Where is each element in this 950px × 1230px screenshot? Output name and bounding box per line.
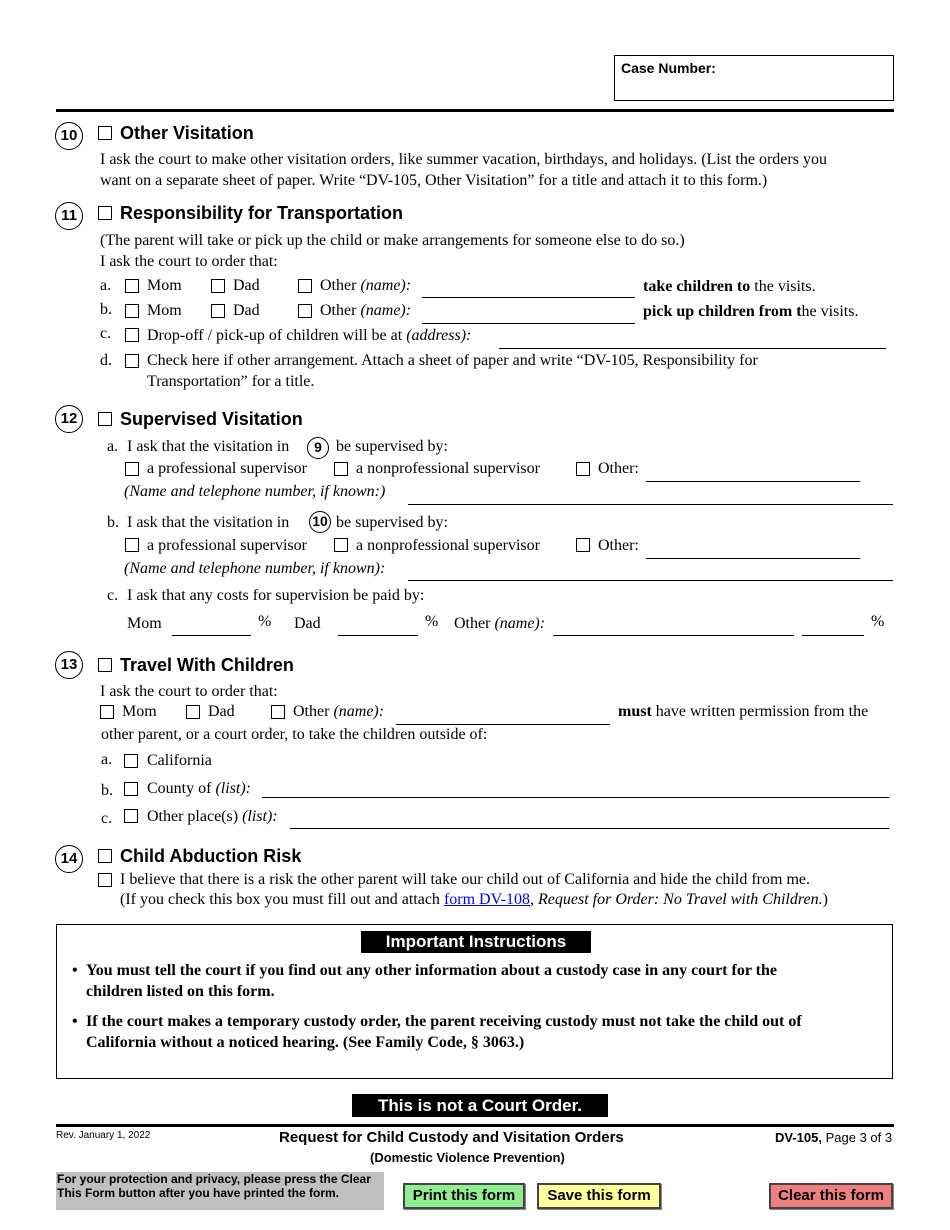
11a-tail: take children to the visits. bbox=[643, 278, 816, 295]
12c-dad-pct: % bbox=[425, 613, 439, 630]
footer-title: Request for Child Custody and Visitation Orders bbox=[279, 1129, 624, 1146]
section-14-number: 14 bbox=[55, 845, 83, 873]
12b-professional-checkbox[interactable] bbox=[125, 538, 139, 552]
12a-text-post: be supervised by: bbox=[336, 438, 448, 455]
12b-professional-label: a professional supervisor bbox=[147, 537, 307, 554]
14-checkbox[interactable] bbox=[98, 873, 112, 887]
12c-other-percent-field[interactable] bbox=[802, 618, 864, 636]
section-11-number: 11 bbox=[55, 202, 83, 230]
section-12-checkbox[interactable] bbox=[98, 412, 112, 426]
11c-address-field[interactable] bbox=[499, 331, 886, 349]
11a-mom-checkbox[interactable] bbox=[125, 279, 139, 293]
11c-label: Drop-off / pick-up of children will be at (address): bbox=[147, 327, 472, 344]
case-number-label: Case Number: bbox=[621, 60, 716, 76]
13-text-2: other parent, or a court order, to take the children outside of: bbox=[101, 726, 488, 743]
12a-professional-checkbox[interactable] bbox=[125, 462, 139, 476]
11b-other-label: Other (name): bbox=[320, 302, 412, 319]
bullet-1-line-2: children listed on this form. bbox=[86, 983, 275, 1000]
14-text-2: (If you check this box you must fill out and attach form DV-108, Request for Order: No Travel with Children.) bbox=[120, 891, 828, 908]
section-12-number: 12 bbox=[55, 405, 83, 433]
12a-name-phone-label: (Name and telephone number, if known:) bbox=[124, 483, 386, 500]
13-other-name-field[interactable] bbox=[396, 707, 610, 725]
12c-mom-percent-field[interactable] bbox=[172, 618, 251, 636]
12a-other-field[interactable] bbox=[646, 464, 860, 482]
section-13-ask: I ask the court to order that: bbox=[100, 683, 278, 700]
12b-other-checkbox[interactable] bbox=[576, 538, 590, 552]
revision-date: Rev. January 1, 2022 bbox=[56, 1130, 151, 1141]
13-mom-label: Mom bbox=[122, 703, 157, 720]
item-letter: c. bbox=[107, 587, 119, 604]
section-14-checkbox[interactable] bbox=[98, 849, 112, 863]
12a-text-pre: I ask that the visitation in bbox=[127, 438, 290, 455]
13-mom-checkbox[interactable] bbox=[100, 705, 114, 719]
11b-other-checkbox[interactable] bbox=[298, 304, 312, 318]
section-11-title: Responsibility for Transportation bbox=[120, 203, 404, 223]
item-letter: c. bbox=[100, 325, 112, 342]
11a-dad-checkbox[interactable] bbox=[211, 279, 225, 293]
11a-other-label: Other (name): bbox=[320, 277, 412, 294]
12b-section-ref: 10 bbox=[309, 511, 331, 533]
11d-checkbox[interactable] bbox=[125, 354, 139, 368]
12a-section-ref: 9 bbox=[307, 437, 329, 459]
item-letter: b. bbox=[101, 782, 113, 799]
section-10-text-2: want on a separate sheet of paper. Write “DV-105, Other Visitation” for a title and attach it to this form.) bbox=[100, 172, 768, 189]
12a-professional-label: a professional supervisor bbox=[147, 460, 307, 477]
11d-text-1: Check here if other arrangement. Attach a sheet of paper and write “DV-105, Responsibility for bbox=[147, 352, 758, 369]
12c-other-label: Other (name): bbox=[454, 615, 546, 632]
12a-nonprofessional-label: a nonprofessional supervisor bbox=[356, 460, 540, 477]
12c-other-pct: % bbox=[871, 613, 885, 630]
12a-other-label: Other: bbox=[598, 460, 639, 477]
not-court-order-banner: This is not a Court Order. bbox=[352, 1094, 608, 1117]
12b-nonprofessional-checkbox[interactable] bbox=[334, 538, 348, 552]
12c-text: I ask that any costs for supervision be paid by: bbox=[127, 587, 425, 604]
13-other-label: Other (name): bbox=[293, 703, 385, 720]
13-other-checkbox[interactable] bbox=[271, 705, 285, 719]
bullet-2-dot: • bbox=[72, 1013, 78, 1030]
13b-county-field[interactable] bbox=[262, 780, 889, 798]
13a-checkbox[interactable] bbox=[124, 754, 138, 768]
13c-places-field[interactable] bbox=[290, 811, 889, 829]
13c-label: Other place(s) (list): bbox=[147, 808, 278, 825]
11a-other-name-field[interactable] bbox=[422, 280, 635, 298]
12b-nonprofessional-label: a nonprofessional supervisor bbox=[356, 537, 540, 554]
item-letter: b. bbox=[100, 301, 112, 318]
privacy-note-line-2: This Form button after you have printed the form. bbox=[57, 1186, 340, 1200]
12b-other-field[interactable] bbox=[646, 541, 860, 559]
item-letter: a. bbox=[101, 751, 113, 768]
section-12-title: Supervised Visitation bbox=[120, 409, 303, 429]
section-11-intro: (The parent will take or pick up the child or make arrangements for someone else to do so.) bbox=[100, 232, 685, 249]
13-dad-checkbox[interactable] bbox=[186, 705, 200, 719]
privacy-note bbox=[56, 1172, 384, 1210]
13-dad-label: Dad bbox=[208, 703, 235, 720]
13b-label: County of (list): bbox=[147, 780, 251, 797]
11b-tail: pick up children from the visits. bbox=[643, 303, 859, 320]
12c-dad-label: Dad bbox=[294, 615, 321, 632]
item-letter: d. bbox=[100, 352, 112, 369]
12a-other-checkbox[interactable] bbox=[576, 462, 590, 476]
dv-108-link[interactable]: form DV-108 bbox=[443, 891, 531, 908]
header-rule bbox=[56, 109, 894, 112]
clear-button[interactable]: Clear this form bbox=[769, 1183, 893, 1209]
print-button[interactable]: Print this form bbox=[403, 1183, 525, 1209]
12b-name-phone-field[interactable] bbox=[408, 563, 893, 581]
bullet-2-line-1: If the court makes a temporary custody order, the parent receiving custody must not take the child out of bbox=[86, 1013, 802, 1030]
footer-rule bbox=[56, 1124, 894, 1127]
item-letter: a. bbox=[107, 438, 119, 455]
12a-name-phone-field[interactable] bbox=[408, 487, 893, 505]
12c-mom-label: Mom bbox=[127, 615, 162, 632]
11b-other-name-field[interactable] bbox=[422, 306, 635, 324]
instructions-heading: Important Instructions bbox=[361, 931, 591, 953]
11c-checkbox[interactable] bbox=[125, 328, 139, 342]
12b-text-post: be supervised by: bbox=[336, 514, 448, 531]
13c-checkbox[interactable] bbox=[124, 809, 138, 823]
12b-other-label: Other: bbox=[598, 537, 639, 554]
section-10-text-1: I ask the court to make other visitation orders, like summer vacation, birthdays, and holidays. (List the orders you bbox=[100, 151, 827, 168]
bullet-2-line-2: California without a noticed hearing. (See Family Code, § 3063.) bbox=[86, 1034, 525, 1051]
12c-mom-pct: % bbox=[258, 613, 272, 630]
footer-subtitle: (Domestic Violence Prevention) bbox=[370, 1150, 565, 1165]
section-10-checkbox[interactable] bbox=[98, 126, 112, 140]
section-11-checkbox[interactable] bbox=[98, 206, 112, 220]
item-letter: b. bbox=[107, 514, 119, 531]
section-10-number: 10 bbox=[55, 122, 83, 150]
privacy-note-line-1: For your protection and privacy, please press the Clear bbox=[57, 1172, 371, 1186]
11a-dad-label: Dad bbox=[233, 277, 260, 294]
11b-dad-label: Dad bbox=[233, 302, 260, 319]
item-letter: c. bbox=[101, 810, 113, 827]
save-button[interactable]: Save this form bbox=[537, 1183, 661, 1209]
item-letter: a. bbox=[100, 277, 112, 294]
14-text-1: I believe that there is a risk the other parent will take our child out of California and hide the child from me. bbox=[120, 871, 810, 888]
11b-mom-label: Mom bbox=[147, 302, 182, 319]
11a-other-checkbox[interactable] bbox=[298, 279, 312, 293]
section-11-ask: I ask the court to order that: bbox=[100, 253, 278, 270]
12c-dad-percent-field[interactable] bbox=[338, 618, 418, 636]
12c-other-name-field[interactable] bbox=[553, 618, 794, 636]
section-13-title: Travel With Children bbox=[120, 655, 294, 675]
11b-dad-checkbox[interactable] bbox=[211, 304, 225, 318]
section-14-title: Child Abduction Risk bbox=[120, 846, 302, 866]
11d-text-2: Transportation” for a title. bbox=[147, 373, 315, 390]
11a-mom-label: Mom bbox=[147, 277, 182, 294]
13b-checkbox[interactable] bbox=[124, 782, 138, 796]
bullet-1-dot: • bbox=[72, 962, 78, 979]
12b-text-pre: I ask that the visitation in bbox=[127, 514, 290, 531]
11b-mom-checkbox[interactable] bbox=[125, 304, 139, 318]
section-13-checkbox[interactable] bbox=[98, 658, 112, 672]
13-tail: must have written permission from the bbox=[618, 703, 869, 720]
form-page-number: DV-105, Page 3 of 3 bbox=[775, 1130, 893, 1145]
section-10-title: Other Visitation bbox=[120, 123, 254, 143]
12a-nonprofessional-checkbox[interactable] bbox=[334, 462, 348, 476]
13a-label: California bbox=[147, 752, 212, 769]
bullet-1-line-1: You must tell the court if you find out any other information about a custody case in any court for the bbox=[86, 962, 777, 979]
12b-name-phone-label: (Name and telephone number, if known): bbox=[124, 560, 386, 577]
section-13-number: 13 bbox=[55, 651, 83, 679]
